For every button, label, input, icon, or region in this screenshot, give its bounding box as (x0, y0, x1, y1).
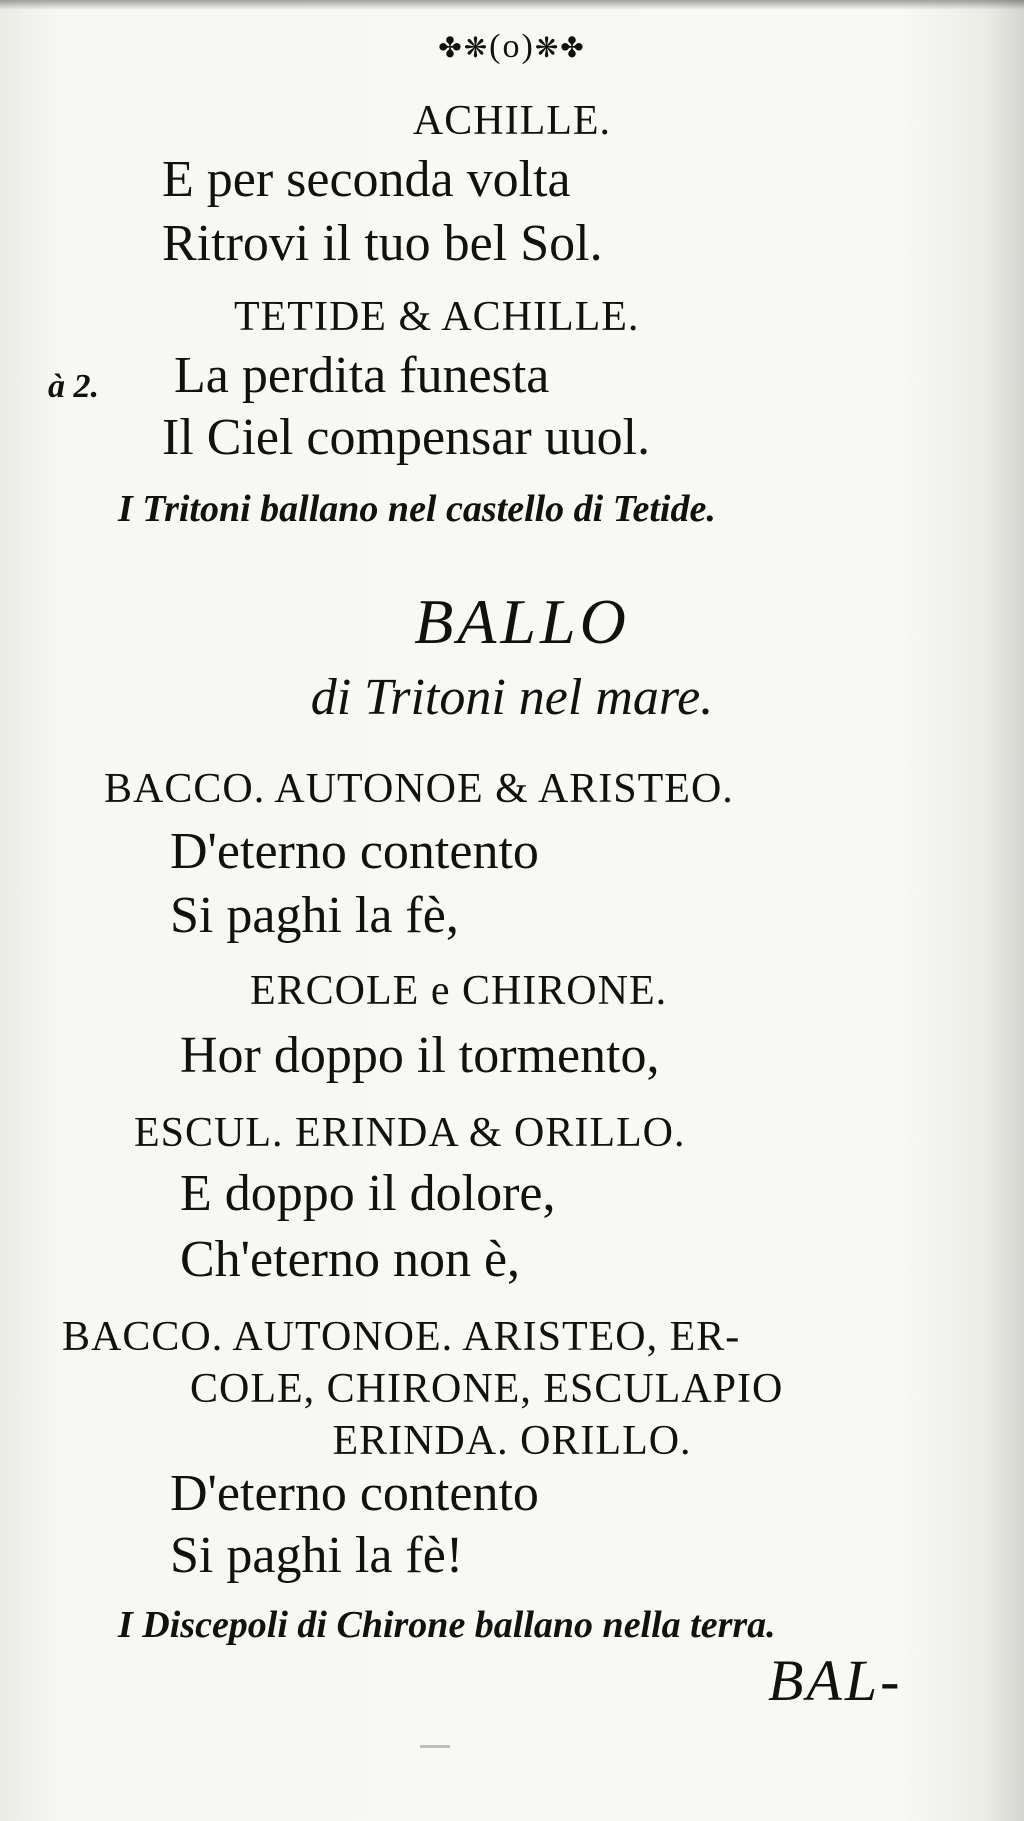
stage-direction: I Discepoli di Chirone ballano nella terra. (118, 1604, 776, 1646)
catchword: BAL- (768, 1648, 903, 1713)
page-header-ornament (0, 30, 1024, 64)
verse-line: Ch'eterno non è, (180, 1231, 521, 1288)
left-fleuron-icon: ✤❋ (438, 33, 490, 64)
page-top-edge (0, 0, 1024, 10)
verse-line: D'eterno contento (170, 1465, 539, 1522)
ballo-heading: BALLO (414, 586, 630, 657)
right-fleuron-icon: ❋✤ (534, 33, 586, 64)
verse-line: E doppo il dolore, (180, 1165, 556, 1222)
verse-line: D'eterno contento (170, 823, 539, 880)
a-due-marker: à 2. (48, 368, 99, 405)
verse-line: Si paghi la fè, (170, 887, 459, 944)
verse-line: Si paghi la fè! (170, 1527, 464, 1584)
speaker-achille: ACHILLE. (412, 98, 612, 144)
page-right-shadow (984, 0, 1024, 1821)
speaker-tutti: ERINDA. ORILLO. (332, 1418, 692, 1464)
stage-direction: I Tritoni ballano nel castello di Tetide. (118, 488, 716, 530)
speaker-tutti: COLE, CHIRONE, ESCULAPIO (190, 1366, 784, 1412)
verse-line: La perdita funesta (174, 347, 550, 404)
speaker-tutti: BACCO. AUTONOE. ARISTEO, ER- (62, 1314, 741, 1360)
speaker-bacco: BACCO. AUTONOE & ARISTEO. (104, 766, 734, 812)
ink-smudge (420, 1745, 450, 1748)
speaker-ercole: ERCOLE e CHIRONE. (250, 968, 668, 1014)
verse-line: E per seconda volta (162, 151, 571, 208)
verse-line: Hor doppo il tormento, (180, 1027, 660, 1084)
verse-line: Ritrovi il tuo bel Sol. (162, 215, 603, 272)
verse-line: Il Ciel compensar uuol. (162, 409, 651, 466)
ballo-subheading: di Tritoni nel mare. (310, 669, 714, 726)
speaker-tetide-achille: TETIDE & ACHILLE. (234, 294, 640, 340)
page-number: (o) (489, 28, 535, 65)
speaker-escul: ESCUL. ERINDA & ORILLO. (134, 1110, 686, 1156)
